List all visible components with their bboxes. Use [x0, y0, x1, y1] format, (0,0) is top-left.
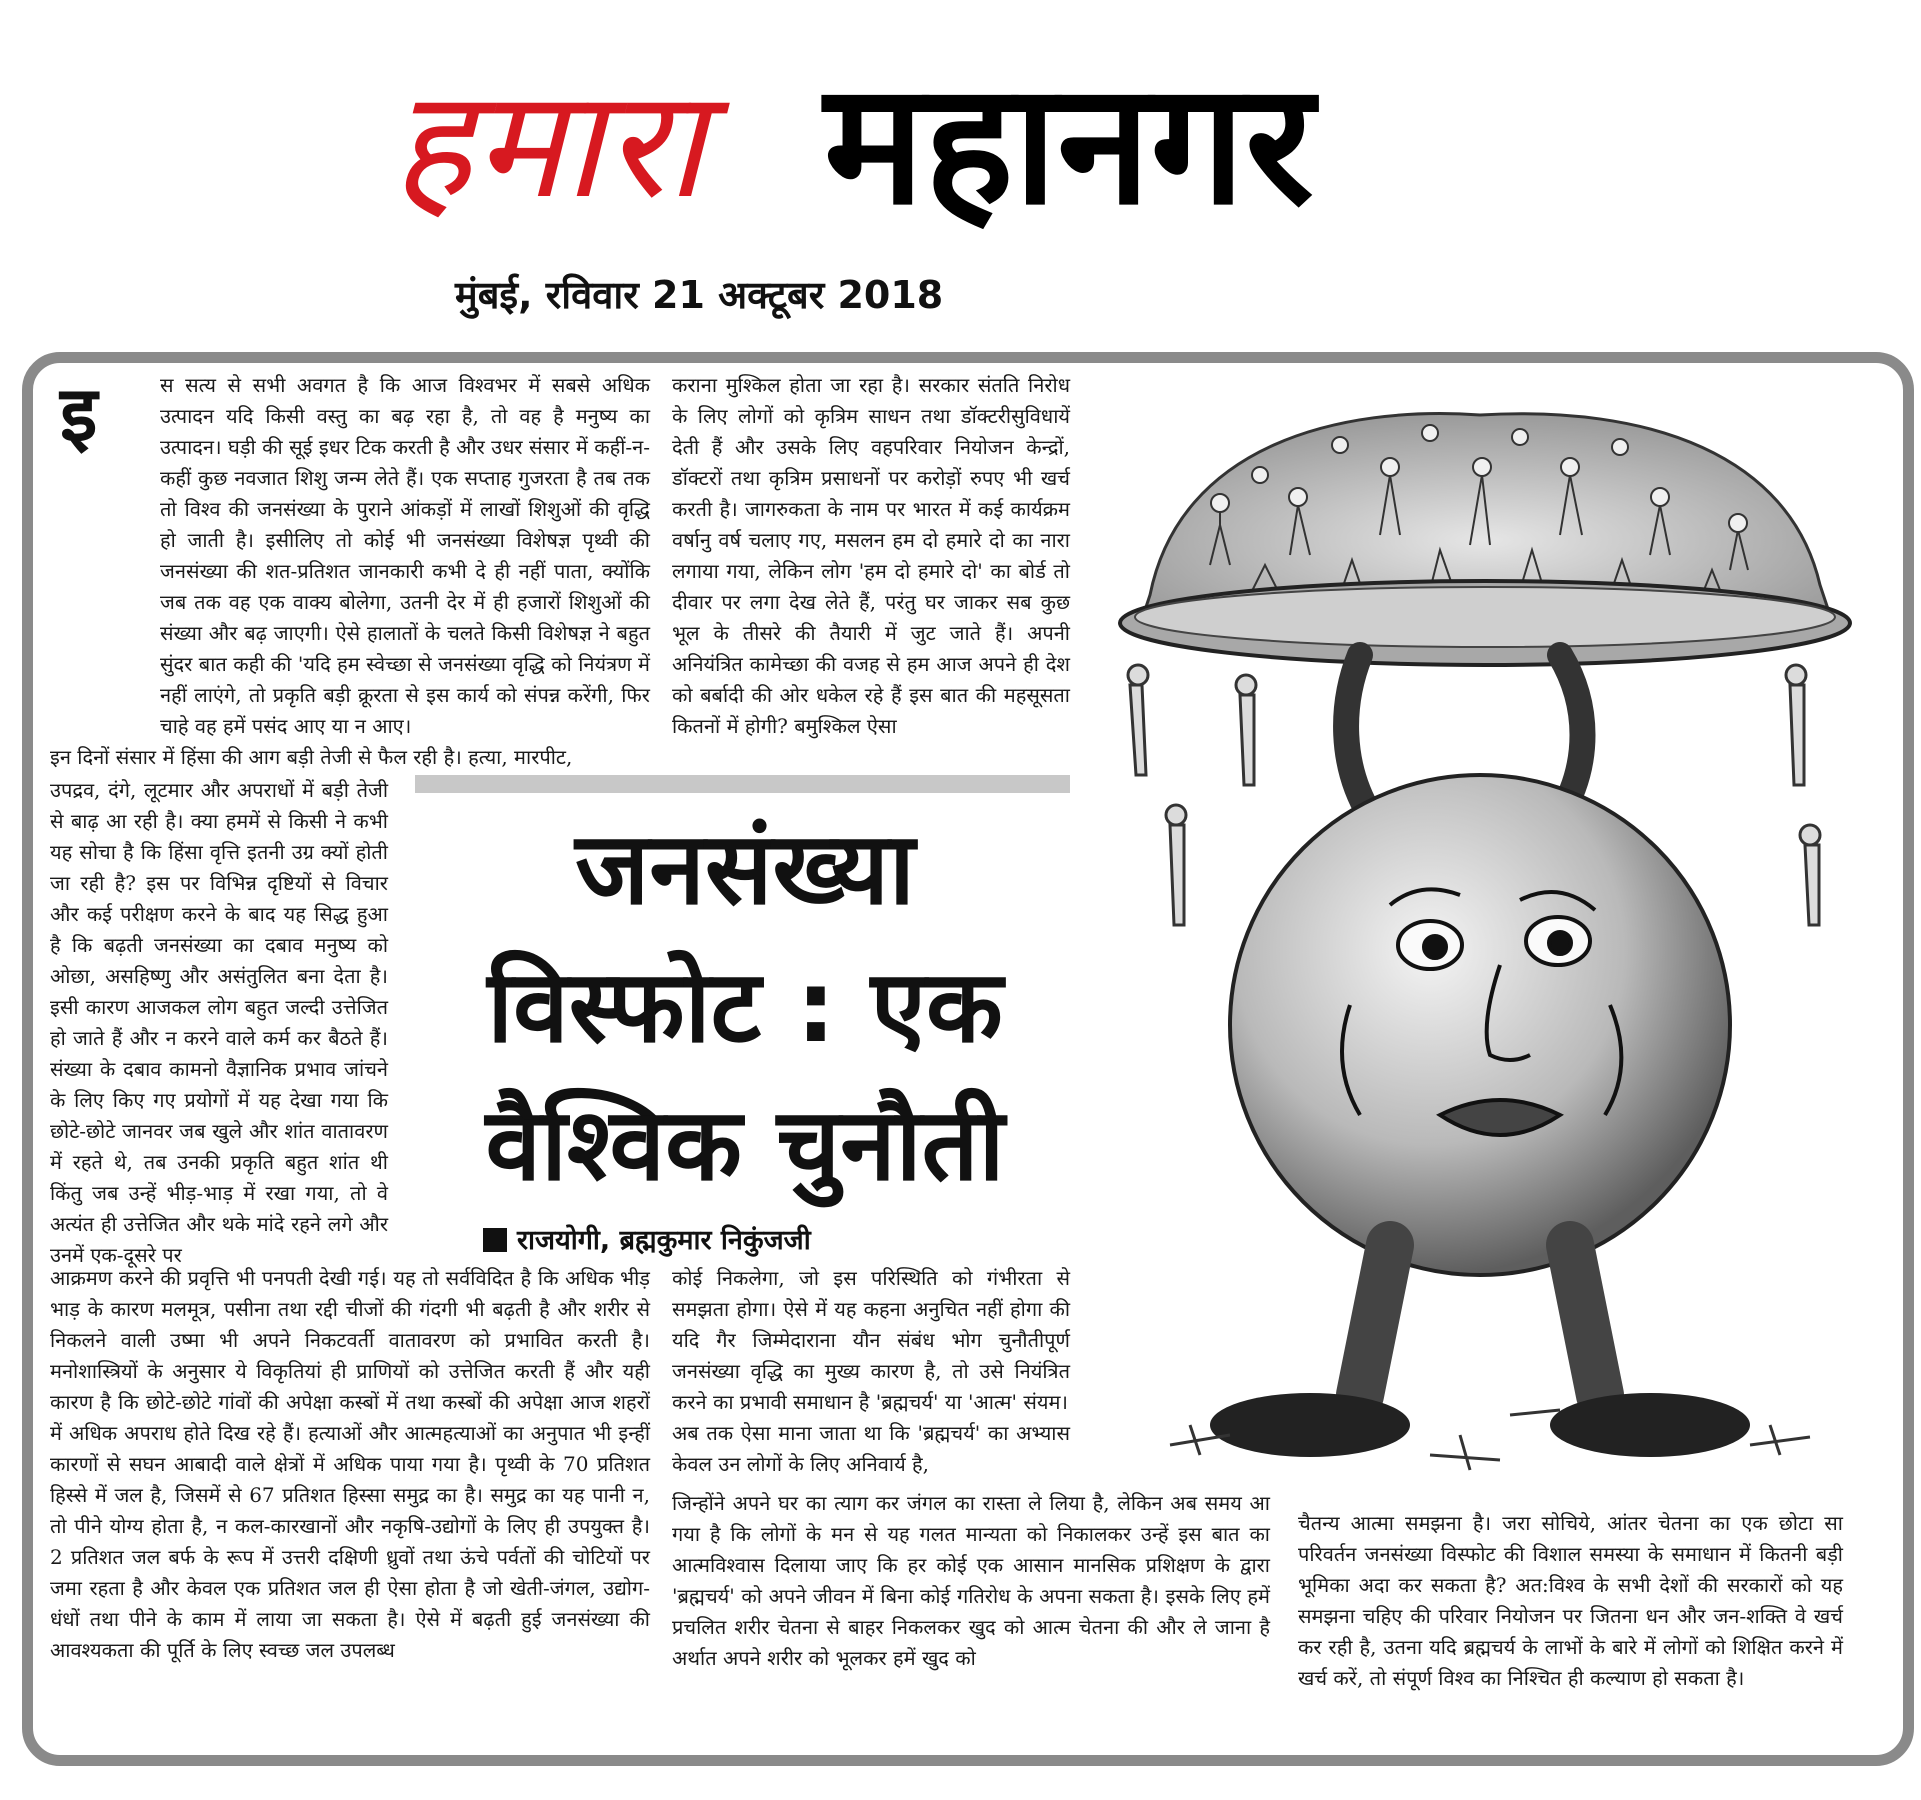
globe-leg-right: [1570, 1245, 1600, 1395]
masthead: [0, 0, 1921, 340]
paragraph: जिन्होंने अपने घर का त्याग कर जंगल का रास्ता ले लिया है, लेकिन अब समय आ गया है कि लोगों के मन से यह गलत मान्यता को निकालकर उन्हें इस बात का आत्मविश्वास दिलाया जाए कि हर कोई एक आसान मानसिक प्रशिक्षण के द्वारा 'ब्रह्मचर्य' को अपने जीवन में बिना कोई गतिरोध के अपना सकता है। इसके लिए हमें प्रचलित शरीर चेतना से बाहर निकलकर खुद को आत्म चेतना की और ले जाना है अर्थात अपने शरीर को भूलकर हमें खुद को: [672, 1491, 1270, 1670]
paragraph: कोई निकलेगा, जो इस परिस्थिति को गंभीरता से समझता होगा। ऐसे में यह कहना अनुचित नहीं होगा की यदि गैर जिम्मेदाराना यौन संबंध भोग चुनौतीपूर्ण जनसंख्या वृद्धि का मुख्य कारण है, तो उसे नियंत्रित करने का प्रभावी समाधान है 'ब्रह्मचर्य' या 'आत्म' संयम।: [672, 1266, 1070, 1414]
shoe-left: [1210, 1393, 1410, 1457]
article-column-3: [1298, 1508, 1843, 1694]
headline-line-1: जनसंख्या: [575, 810, 915, 927]
masthead-brand-black: महानगर: [824, 46, 1314, 242]
shoe-right: [1550, 1393, 1750, 1457]
globe-face: [1230, 775, 1730, 1275]
dateline: मुंबई, रविवार 21 अक्टूबर 2018: [455, 273, 944, 317]
article-column-2-wide: [672, 1488, 1270, 1674]
cartoon-illustration: [1090, 385, 1860, 1495]
headline-rule: [415, 775, 1070, 793]
globe-arm-left: [1346, 655, 1370, 815]
masthead-brand-red: हमारा: [392, 58, 707, 232]
paragraph: स सत्य से सभी अवगत है कि आज विश्वभर में सबसे अधिक उत्पादन यदि किसी वस्तु का बढ़ रहा है, तो वह है मनुष्य का उत्पादन। घड़ी की सूई इधर टिक करती है और उधर संसार में कहीं-न-कहीं कुछ नवजात शिशु जन्म लेते हैं। एक सप्ताह गुजरता है तब तक तो विश्व की जनसंख्या के पुराने आंकड़ों में लाखों शिशुओं की वृद्धि हो जाती है। इसीलिए तो कोई भी जनसंख्या विशेषज्ञ पृथ्वी की जनसंख्या की शत-प्रतिशत जानकारी कभी दे ही नहीं पाता, क्योंकि जब तक वह एक वाक्य बोलेगा, उतनी देर में ही हजारों शिशुओं की संख्या और बढ़ जाएगी। ऐसे हालातों के चलते किसी विशेषज्ञ ने बहुत सुंदर बात कही की 'यदि हम स्वेच्छा से जनसंख्या वृद्धि को नियंत्रण में नहीं लाएंगे, तो प्रकृति बड़ी क्रूरता से इस कार्य को संपन्न करेंगी, फिर चाहे वह हमें पसंद आए या न आए।: [160, 373, 650, 738]
headline-line-3: वैश्विक चुनौती: [485, 1086, 1005, 1203]
drop-cap: इ: [60, 369, 98, 458]
paragraph: आक्रमण करने की प्रवृत्ति भी पनपती देखी गई। यह तो सर्वविदित है कि अधिक भीड़ भाड़ के कारण मलमूत्र, पसीना तथा रद्दी चीजों की गंदगी भी बढ़ती है और शरीर से निकलने वाली उष्मा भी अपने निकटवर्ती वातावरण को प्रभावित करती है। मनोशास्त्रियों के अनुसार ये विकृतियां ही प्राणियों को उत्तेजित करती हैं और यही कारण है कि छोटे-छोटे गांवों की अपेक्षा कस्बों में तथा कस्बों की अपेक्षा आज शहरों में अधिक अपराध होते दिख रहे हैं। हत्याओं और आत्महत्याओं का अनुपात भी इन्हीं कारणों से सघन आबादी वाले क्षेत्रों में अधिक पाया गया है। पृथ्वी के 70 प्रतिशत हिस्से में जल है, जिसमें से 67 प्रतिशत हिस्सा समुद्र का है। समुद्र का यह पानी न, तो पीने योग्य होता है, न कल-कारखानों और नकृषि-उद्योगों के लिए ही उपयुक्त है। 2 प्रतिशत जल बर्फ के रूप में उत्तरी दक्षिणी ध्रुवों तथा ऊंचे पर्वतों की चोटियों पर जमा रहता है और केवल एक प्रतिशत जल ही ऐसा होता है जो खेती-जंगल, उद्योग-धंधों तथा पीने के काम में लाया जा सकता है। ऐसे में बढ़ती हुई जनसंख्या की आवश्यकता की पूर्ति के लिए स्वच्छ जल उपलब्ध: [50, 1266, 650, 1662]
paragraph: उपद्रव, दंगे, लूटमार और अपराधों में बड़ी तेजी से बाढ़ आ रही है। क्या हममें से किसी ने कभी यह सोचा है कि हिंसा वृत्ति इतनी उग्र क्यों होती जा रही है? इस पर विभिन्न दृष्टियों से विचार और कई परीक्षण करने के बाद यह सिद्ध हुआ है कि बढ़ती जनसंख्या का दबाव मनुष्य को ओछा, असहिष्णु और असंतुलित बना देता है। इसी कारण आजकल लोग बहुत जल्दी उत्तेजित हो जाते हैं और न करने वाले कर्म कर बैठते हैं। संख्या के दबाव कामनो वैज्ञानिक प्रभाव जांचने के लिए किए गए प्रयोगों में यह देखा गया कि छोटे-छोटे जानवर जब खुले और शांत वातावरण में रहते थे, तब उनकी प्रकृति बहुत शांत थी किंतु जब उन्हें भीड़-भाड़ में रखा गया, तो वे अत्यंत ही उत्तेजित और थके मांदे रहने लगे और उनमें एक-दूसरे पर: [50, 778, 388, 1267]
paragraph: चैतन्य आत्मा समझना है। जरा सोचिये, आंतर चेतना का एक छोटा सा परिवर्तन जनसंख्या विस्फोट की विशाल समस्या के समाधान में कितनी बड़ी भूमिका अदा कर सकता है? अत:विश्व के सभी देशों की सरकारों को यह समझना चहिए की परिवार नियोजन पर जितना धन और जन-शक्ति वे खर्च कर रही है, उतना यदि ब्रह्मचर्य के लाभों के बारे में लोगों को शिक्षित करने में खर्च करें, तो संपूर्ण विश्व का निश्चित ही कल्याण हो सकता है।: [1298, 1511, 1843, 1690]
paragraph: कराना मुश्किल होता जा रहा है। सरकार संतति निरोध के लिए लोगों को कृत्रिम साधन तथा डॉक्टरीसुविधायें देती हैं और उसके लिए वहपरिवार नियोजन केन्द्रों, डॉक्टरों तथा कृत्रिम प्रसाधनों पर करोड़ों रुपए भी खर्च करती है। जागरुकता के नाम पर भारत में कई कार्यक्रम वर्षानु वर्ष चलाए गए, मसलन हम दो हमारे दो का नारा लगाया गया, लेकिन लोग 'हम दो हमारे दो' का बोर्ड तो दीवार पर लगा देख लेते हैं, परंतु घर जाकर सब कुछ भूल के तीसरे की तैयारी में जुट जाते हैं। अपनी अनियंत्रित कामेच्छा की वजह से हम आज अपने ही देश को बर्बादी की ओर धकेल रहे हैं इस बात की महसूसता कितनों में होगी? बमुश्किल ऐसा: [672, 373, 1070, 738]
paragraph: अब तक ऐसा माना जाता था कि 'ब्रह्मचर्य' का अभ्यास केवल उन लोगों के लिए अनिवार्य है,: [672, 1421, 1070, 1476]
article-column-1-bottom: [50, 1263, 650, 1666]
byline-square-icon: [483, 1228, 507, 1252]
headline: [415, 800, 1075, 1214]
byline: [483, 1220, 811, 1257]
article-column-1-narrow: [50, 775, 388, 1271]
globe-leg-left: [1360, 1245, 1390, 1395]
article-column-1-top: [50, 370, 650, 773]
headline-line-2: विस्फोट : एक: [487, 948, 1003, 1065]
article-column-2-bottom: [672, 1263, 1070, 1480]
byline-text: राजयोगी, ब्रह्मकुमार निकुंजजी: [517, 1225, 811, 1256]
article-column-2-top: [672, 370, 1070, 742]
paragraph: इन दिनों संसार में हिंसा की आग बड़ी तेजी से फैल रही है। हत्या, मारपीट,: [50, 745, 573, 769]
